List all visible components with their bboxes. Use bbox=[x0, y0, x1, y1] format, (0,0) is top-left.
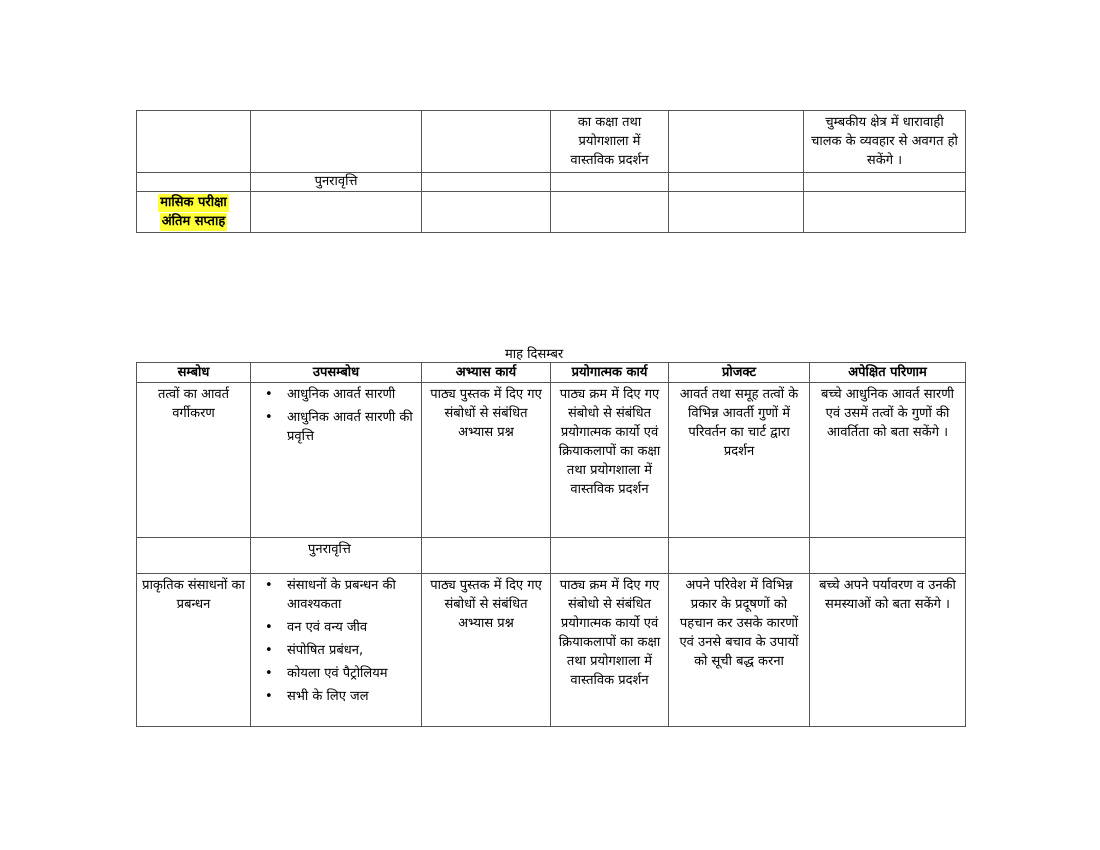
header-practice: अभ्यास कार्य bbox=[422, 363, 551, 383]
table-cell bbox=[669, 538, 810, 574]
previous-month-table bbox=[136, 110, 966, 233]
list-item: • सभी के लिए जल bbox=[287, 687, 416, 706]
practice-cell: पाठ्य पुस्तक में दिए गए संबोधों से संबंधित अभ्यास प्रश्न bbox=[422, 383, 551, 538]
header-outcome: अपेक्षित परिणाम bbox=[810, 363, 966, 383]
table-row bbox=[137, 574, 966, 727]
practical-cell: का कक्षा तथा प्रयोगशाला में वास्तविक प्रदर्शन bbox=[551, 111, 669, 173]
header-subconcept: उपसम्बोध bbox=[251, 363, 422, 383]
project-cell: अपने परिवेश में विभिन्न प्रकार के प्रदूषणों को पहचान कर उसके कारणों एवं उनसे बचाव के उपायों को सूची बद्ध करना bbox=[669, 574, 810, 727]
list-item: • आधुनिक आवर्त सारणी bbox=[287, 385, 416, 404]
table-cell bbox=[669, 192, 804, 233]
list-item: • कोयला एवं पैट्रोलियम bbox=[287, 664, 416, 683]
subconcept-cell bbox=[251, 574, 422, 727]
table-row bbox=[137, 192, 966, 233]
concept-cell: प्राकृतिक संसाधनों का प्रबन्धन bbox=[137, 574, 251, 727]
subconcept-list bbox=[256, 385, 416, 446]
practical-cell: पाठ्य क्रम में दिए गए संबोधो से संबंधित प्रयोगात्मक कार्यो एवं क्रियाकलापों का कक्षा तथा प्रयोगशाला में वास्तविक प्रदर्शन bbox=[551, 574, 669, 727]
list-item: • वन एवं वन्य जीव bbox=[287, 618, 416, 637]
outcome-cell: बच्चे आधुनिक आवर्त सारणी एवं उसमें तत्वों के गुणों की आवर्तिता को बता सकेंगे । bbox=[810, 383, 966, 538]
table-cell bbox=[810, 538, 966, 574]
table-cell bbox=[551, 173, 669, 192]
table-cell bbox=[137, 111, 251, 173]
table-row bbox=[137, 538, 966, 574]
table-cell bbox=[251, 111, 422, 173]
project-cell: आवर्त तथा समूह तत्वों के विभिन्न आवर्ती गुणों में परिवर्तन का चार्ट द्वारा प्रदर्शन bbox=[669, 383, 810, 538]
revision-cell: पुनरावृत्ति bbox=[251, 173, 422, 192]
table-cell bbox=[137, 538, 251, 574]
table-cell bbox=[669, 173, 804, 192]
table-header-row bbox=[137, 363, 966, 383]
table-row bbox=[137, 383, 966, 538]
table-cell bbox=[804, 192, 966, 233]
header-concept: सम्बोध bbox=[137, 363, 251, 383]
table-row bbox=[137, 173, 966, 192]
concept-cell: तत्वों का आवर्त वर्गीकरण bbox=[137, 383, 251, 538]
subconcept-list bbox=[256, 576, 416, 706]
list-item: • संपोषित प्रबंधन, bbox=[287, 641, 416, 660]
table-cell bbox=[251, 192, 422, 233]
december-table bbox=[136, 362, 966, 727]
list-item: • आधुनिक आवर्त सारणी की प्रवृत्ति bbox=[287, 408, 416, 446]
outcome-cell: बच्चे अपने पर्यावरण व उनकी समस्याओं को बता सकेंगे । bbox=[810, 574, 966, 727]
table-cell bbox=[137, 173, 251, 192]
table-row bbox=[137, 111, 966, 173]
last-week-label: अंतिम सप्ताह bbox=[161, 214, 226, 229]
table-cell bbox=[551, 538, 669, 574]
monthly-exam-cell bbox=[137, 192, 251, 233]
table-cell bbox=[422, 192, 551, 233]
revision-cell: पुनरावृत्ति bbox=[251, 538, 422, 574]
list-item: • संसाधनों के प्रबन्धन की आवश्यकता bbox=[287, 576, 416, 614]
subconcept-cell bbox=[251, 383, 422, 538]
monthly-exam-label: मासिक परीक्षा bbox=[160, 195, 227, 210]
table-cell bbox=[422, 173, 551, 192]
header-project: प्रोजक्ट bbox=[669, 363, 810, 383]
header-practical: प्रयोगात्मक कार्य bbox=[551, 363, 669, 383]
table-cell bbox=[422, 111, 551, 173]
table-cell bbox=[422, 538, 551, 574]
practice-cell: पाठ्य पुस्तक में दिए गए संबोधों से संबंधित अभ्यास प्रश्न bbox=[422, 574, 551, 727]
practical-cell: पाठ्य क्रम में दिए गए संबोधो से संबंधित प्रयोगात्मक कार्यो एवं क्रियाकलापों का कक्षा तथा प्रयोगशाला में वास्तविक प्रदर्शन bbox=[551, 383, 669, 538]
month-heading: माह दिसम्बर bbox=[505, 347, 564, 362]
table-cell bbox=[669, 111, 804, 173]
table-cell bbox=[804, 173, 966, 192]
outcome-cell: चुम्बकीय क्षेत्र में धारावाही चालक के व्यवहार से अवगत हो सकेंगे । bbox=[804, 111, 966, 173]
table-cell bbox=[551, 192, 669, 233]
